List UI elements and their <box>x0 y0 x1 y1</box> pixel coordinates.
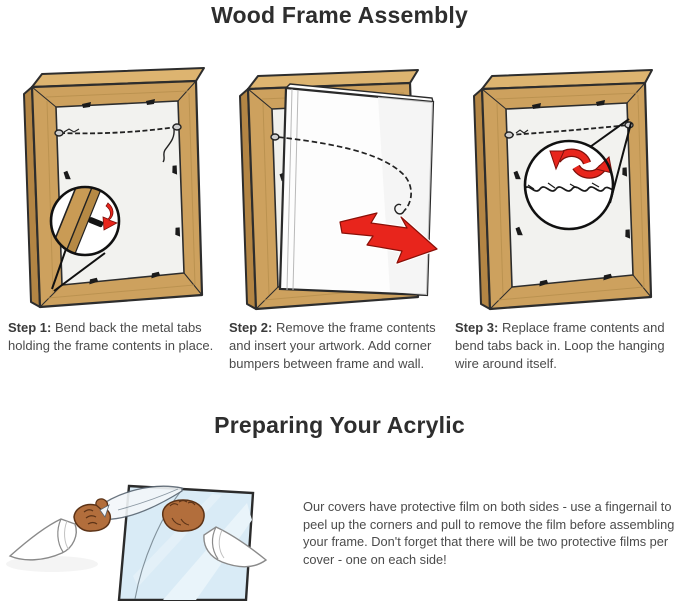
figure-peeling-film-illustration <box>0 460 300 601</box>
figure-step1-bend-tabs-illustration <box>8 55 222 317</box>
wire-anchor <box>271 134 279 140</box>
step1-text: Bend back the metal tabs holding the frame contents in place. <box>8 320 214 353</box>
figure-step2-remove-contents-illustration <box>228 55 452 317</box>
assembly-section-title: Wood Frame Assembly <box>211 2 468 28</box>
acrylic-instructions: Our covers have protective film on both sides - use a fingernail to peel up the corners and pull to remove the film before assembling your frame. Don't forget that there will be two protective films per cover - one on each side! <box>303 499 675 567</box>
step3-text: Replace frame contents and bend tabs back in. Loop the hanging wire around itself. <box>455 320 665 371</box>
figure-step3-loop-wire-illustration <box>456 55 679 317</box>
right-hand <box>163 500 204 531</box>
step2-caption <box>229 319 453 373</box>
left-sleeve <box>10 519 76 560</box>
wood-frame-back <box>24 68 204 307</box>
left-arm <box>10 499 110 560</box>
step2-label: Step 2: <box>229 320 273 335</box>
step2-text: Remove the frame contents and insert your artwork. Add corner bumpers between frame and wall. <box>229 320 436 371</box>
step3-caption <box>455 319 679 373</box>
step3-label: Step 3: <box>455 320 499 335</box>
step1-label: Step 1: <box>8 320 52 335</box>
acrylic-section-title: Preparing Your Acrylic <box>214 412 465 438</box>
step1-caption <box>8 319 224 355</box>
